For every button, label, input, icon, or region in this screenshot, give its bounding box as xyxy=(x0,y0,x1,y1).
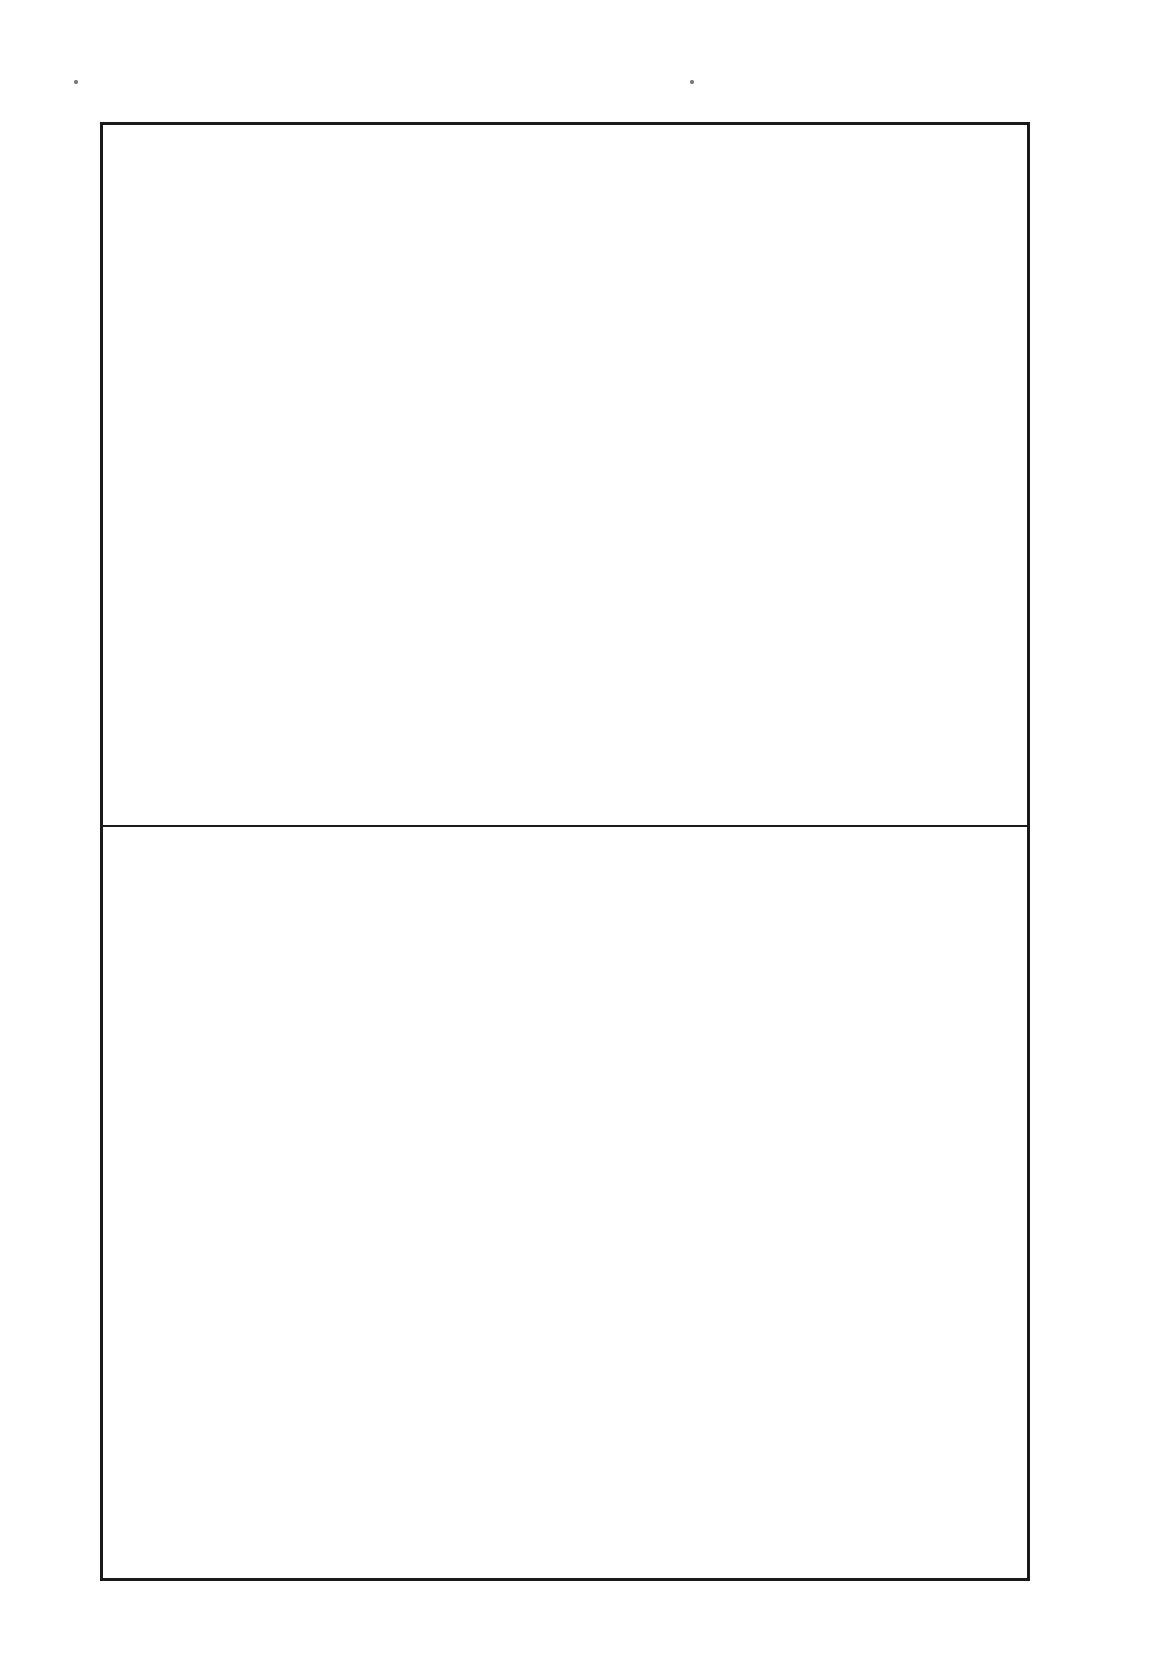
upper-text-block xyxy=(203,135,1023,815)
scan-speck xyxy=(690,80,694,84)
horizontal-rule xyxy=(100,825,1030,827)
lower-text-block xyxy=(195,840,1025,1568)
scan-speck xyxy=(74,80,78,84)
running-head xyxy=(1056,330,1106,358)
